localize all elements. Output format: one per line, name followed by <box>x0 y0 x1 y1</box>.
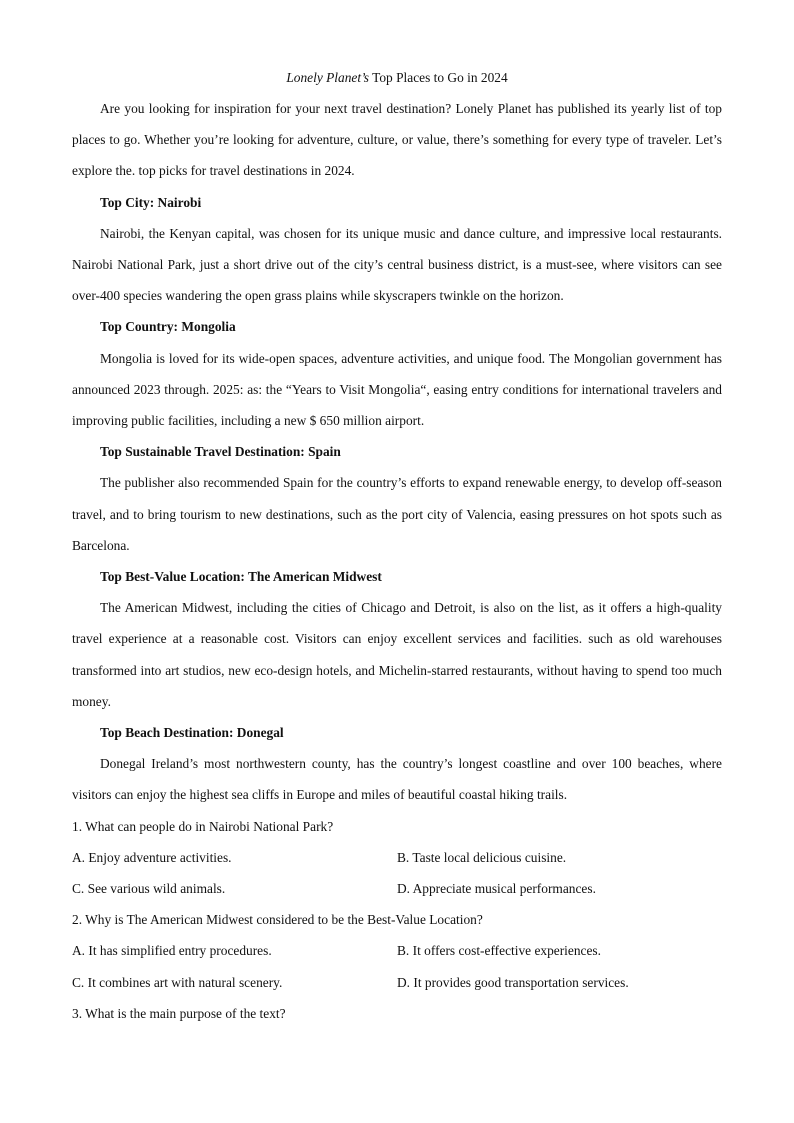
section-heading-spain: Top Sustainable Travel Destination: Spain <box>100 444 341 460</box>
section-heading-mongolia: Top Country: Mongolia <box>100 319 236 335</box>
section-body-mongolia: Mongolia is loved for its wide-open spaces, adventure activities, and unique food. The Mongolian government has announced 2023 through. 2025: as: the “Years to Visit Mongolia“, easing entry conditions for international travelers and improving public facilities, including a new $ 650 million airport. <box>72 350 722 429</box>
article-title <box>72 62 722 93</box>
section-body-spain: The publisher also recommended Spain for the country’s efforts to expand renewable energy, to develop off-season travel, and to bring tourism to new destinations, such as the port city of Valencia, easing pressures on hot spots such as Barcelona. <box>72 475 722 553</box>
question-2-option-b: B. It offers cost-effective experiences. <box>397 943 601 959</box>
section-body-midwest: The American Midwest, including the cities of Chicago and Detroit, is also on the list, as it offers a high-quality travel experience at a reasonable cost. Visitors can enjoy excellent services and facilities. such as old warehouses transformed into art studios, new eco-design hotels, and Michelin-starred restaurants, without having to spend too much money. <box>72 600 722 709</box>
question-1-option-b: B. Taste local delicious cuisine. <box>397 849 567 865</box>
question-2-options-row-2 <box>72 967 722 998</box>
title-rest: Top Places to Go in 2024 <box>369 70 508 85</box>
question-2-option-c: C. It combines art with natural scenery. <box>72 974 283 990</box>
question-1-options-row-1 <box>72 842 722 873</box>
question-2-options-row-1 <box>72 935 722 966</box>
question-1: 1. What can people do in Nairobi National Park? <box>72 818 334 834</box>
section-heading-midwest: Top Best-Value Location: The American Midwest <box>100 569 382 585</box>
question-1-option-d: D. Appreciate musical performances. <box>397 881 596 897</box>
question-2-option-a: A. It has simplified entry procedures. <box>72 943 272 959</box>
question-2: 2. Why is The American Midwest considered to be the Best-Value Location? <box>72 912 483 928</box>
document-page <box>72 62 722 1029</box>
question-1-option-a: A. Enjoy adventure activities. <box>72 849 232 865</box>
question-1-options-row-2 <box>72 873 722 904</box>
question-1-option-c: C. See various wild animals. <box>72 881 226 897</box>
section-heading-donegal: Top Beach Destination: Donegal <box>100 725 284 741</box>
intro-paragraph: Are you looking for inspiration for your next travel destination? Lonely Planet has published its yearly list of top places to go. Whether you’re looking for adventure, culture, or value, there’s something for every type of traveler. Let’s explore the. top picks for travel destinations in 2024. <box>72 101 722 179</box>
section-body-donegal: Donegal Ireland’s most northwestern county, has the country’s longest coastline and over 100 beaches, where visitors can enjoy the highest sea cliffs in Europe and miles of beautiful coastal hiking trails. <box>72 756 722 803</box>
question-3: 3. What is the main purpose of the text? <box>72 1005 286 1021</box>
section-body-nairobi: Nairobi, the Kenyan capital, was chosen for its unique music and dance culture, and impressive local restaurants. Nairobi National Park, just a short drive out of the city’s central business district, is a must-see, where visitors can see over-400 species wandering the open grass plains while skyscrapers twinkle on the horizon. <box>72 225 722 304</box>
question-2-option-d: D. It provides good transportation services. <box>397 974 629 990</box>
title-italic-part: Lonely Planet’s <box>286 70 370 85</box>
section-heading-nairobi: Top City: Nairobi <box>100 194 202 210</box>
